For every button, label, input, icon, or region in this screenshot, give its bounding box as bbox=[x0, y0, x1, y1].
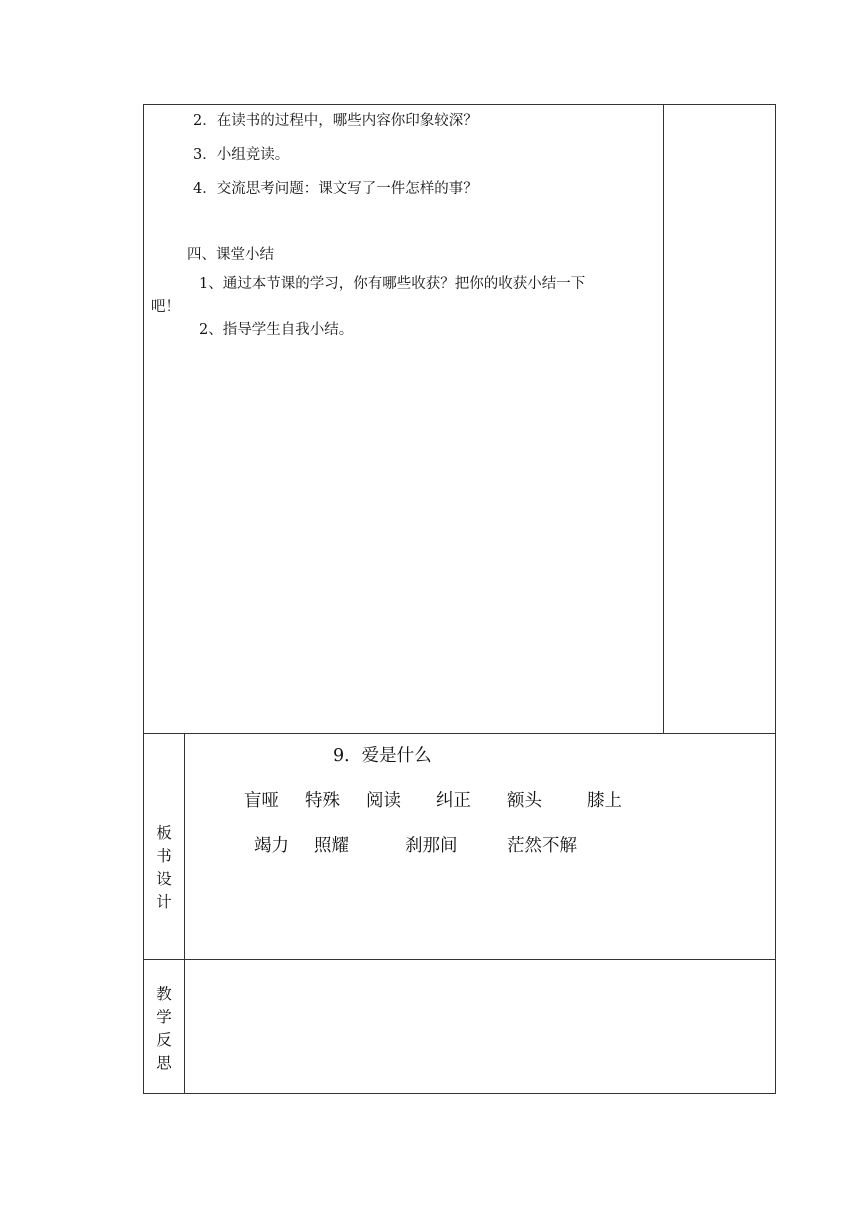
table-border-top bbox=[143, 104, 776, 105]
summary-line-1-wrap: 吧！ bbox=[151, 299, 180, 315]
board-word: 刹那间 bbox=[405, 836, 458, 856]
board-word: 纠正 bbox=[436, 791, 471, 811]
upper-column-divider bbox=[663, 104, 664, 734]
board-word: 盲哑 bbox=[244, 791, 279, 811]
board-word: 竭力 bbox=[254, 836, 289, 856]
summary-heading: 四、课堂小结 bbox=[187, 247, 274, 263]
row-divider-reflection bbox=[143, 959, 776, 960]
process-line-4: 4．交流思考问题：课文写了一件怎样的事？ bbox=[193, 181, 478, 197]
board-word: 阅读 bbox=[366, 791, 401, 811]
board-word: 膝上 bbox=[587, 791, 622, 811]
board-design-label: 板 书 设 计 bbox=[156, 824, 172, 911]
table-border-bottom bbox=[143, 1093, 776, 1094]
row-divider-board bbox=[143, 733, 776, 734]
board-word: 照耀 bbox=[314, 836, 349, 856]
board-word: 额头 bbox=[507, 791, 542, 811]
summary-line-2: 2、指导学生自我小结。 bbox=[199, 322, 354, 338]
board-word: 茫然不解 bbox=[507, 836, 577, 856]
process-line-2: 2．在读书的过程中，哪些内容你印象较深？ bbox=[193, 113, 478, 129]
process-line-3: 3．小组竞读。 bbox=[193, 147, 290, 163]
teaching-reflection-label: 教 学 反 思 bbox=[156, 985, 172, 1072]
summary-line-1: 1、通过本节课的学习，你有哪些收获？把你的收获小结一下 bbox=[199, 276, 586, 292]
table-border-left bbox=[143, 104, 144, 1094]
table-border-right bbox=[775, 104, 776, 1094]
board-title: 9．爱是什么 bbox=[333, 746, 432, 766]
board-word: 特殊 bbox=[305, 791, 340, 811]
